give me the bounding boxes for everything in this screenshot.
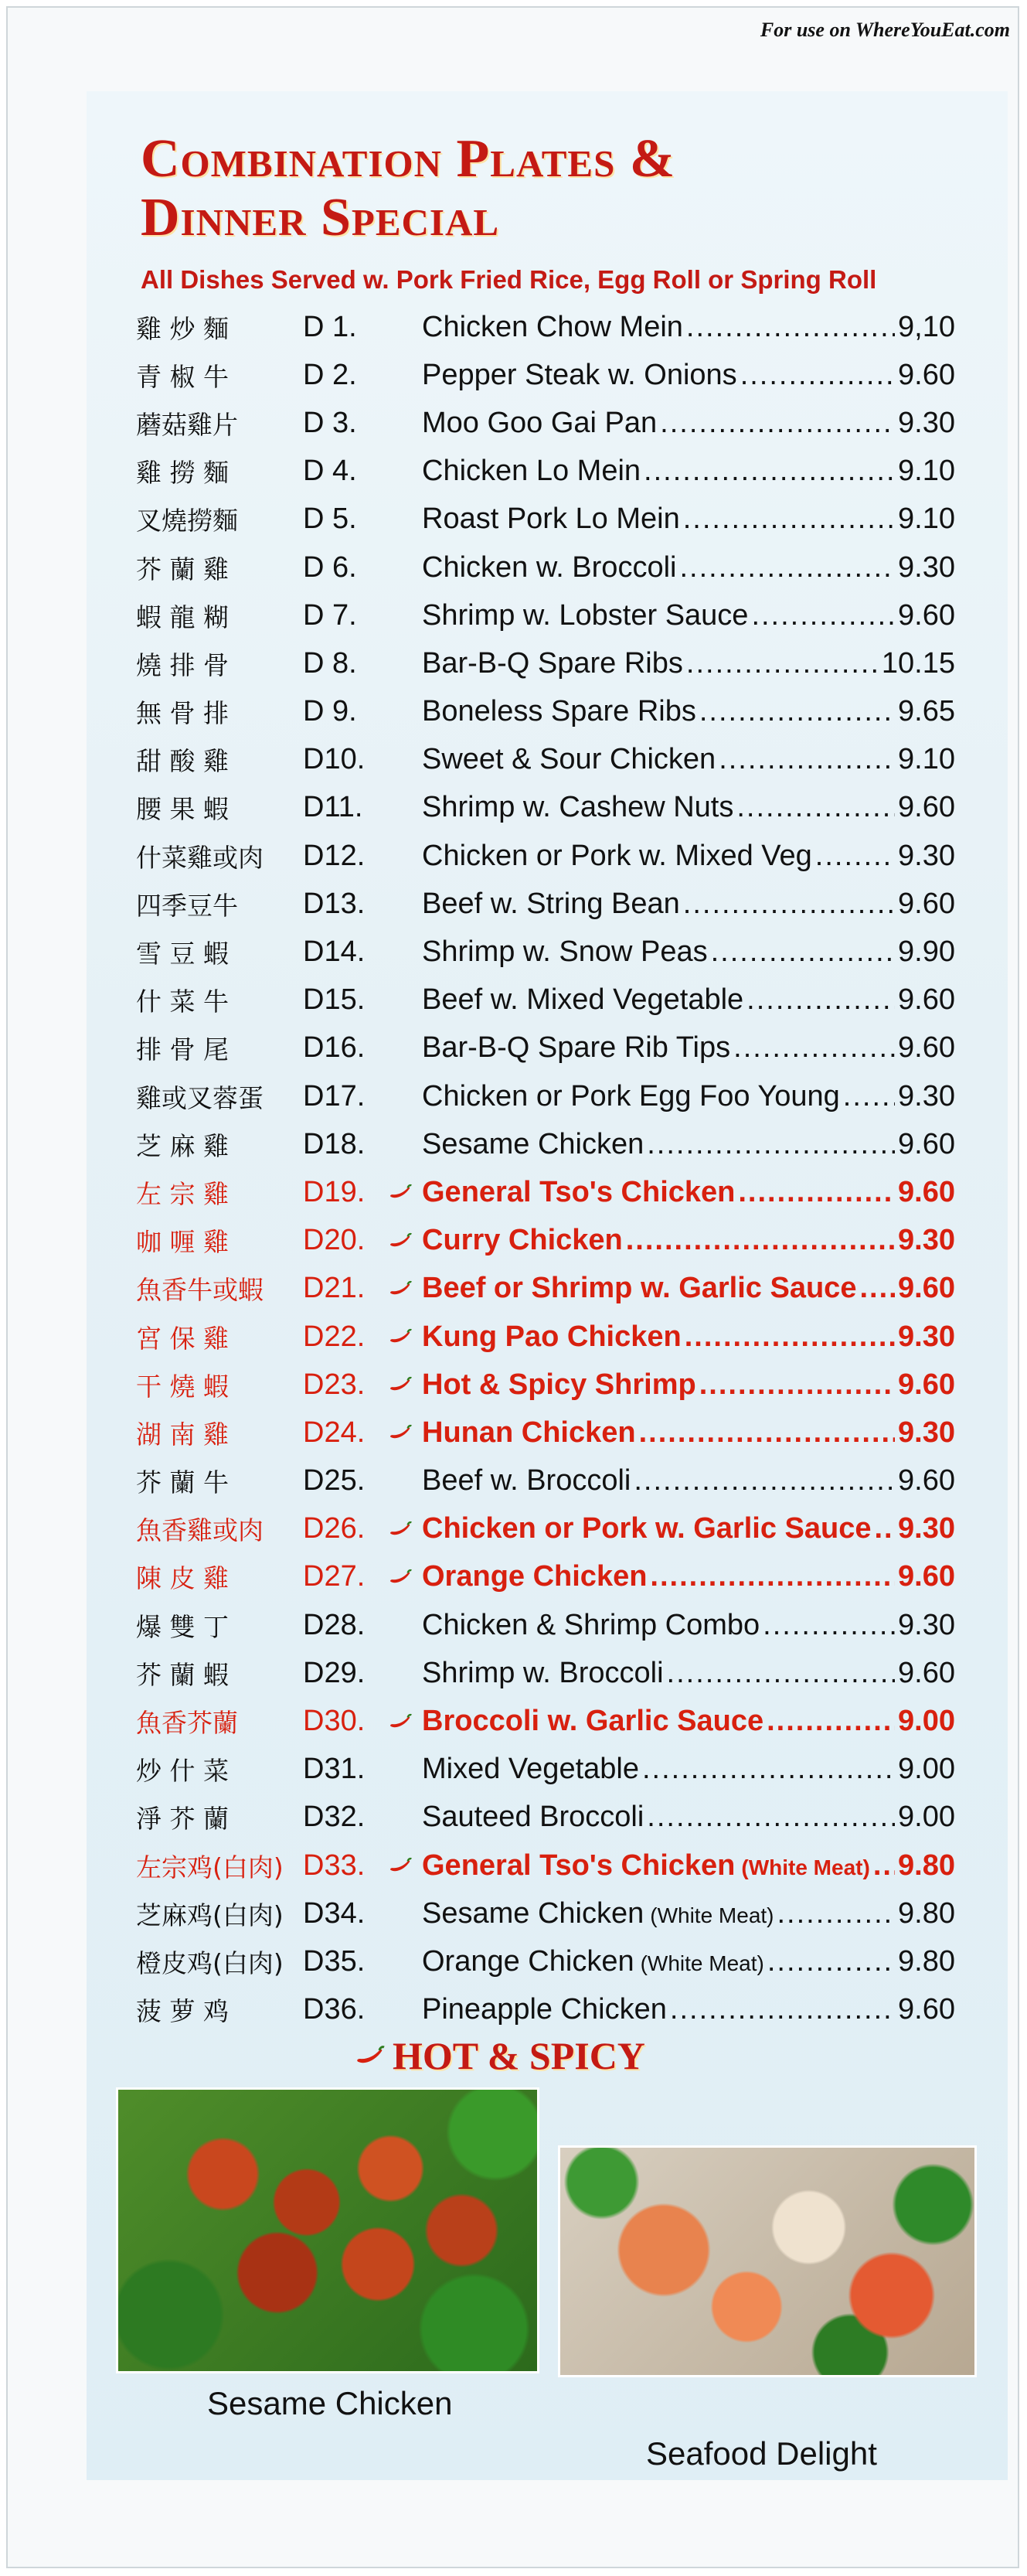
leader-dots	[738, 1176, 895, 1209]
item-name: Beef w. Mixed Vegetable	[422, 983, 744, 1017]
leader-dots	[843, 1080, 895, 1113]
item-price: 9.60	[898, 983, 955, 1017]
item-price: 9.30	[898, 1416, 955, 1449]
item-chinese-name: 咖 喱 雞	[136, 1227, 229, 1258]
item-chinese-name: 排 骨 尾	[136, 1034, 229, 1065]
item-name-line	[422, 1512, 955, 1545]
item-name: Beef w. Broccoli	[422, 1464, 631, 1498]
photo-caption-seafood-delight: Seafood Delight	[646, 2435, 877, 2472]
hot-spicy-label: HOT & SPICY	[393, 2034, 645, 2077]
item-price: 9.60	[898, 358, 955, 391]
leader-dots	[683, 503, 895, 536]
menu-item	[136, 1457, 955, 1505]
item-chinese-name: 蘑菇雞片	[136, 409, 238, 440]
item-chinese-name: 什 菜 牛	[136, 986, 229, 1017]
item-name-line	[422, 1224, 955, 1257]
menu-item	[136, 1505, 955, 1553]
leader-dots	[699, 1368, 895, 1402]
item-chinese-name: 湖 南 雞	[136, 1419, 229, 1450]
menu-item	[136, 639, 955, 687]
leader-dots	[711, 935, 895, 969]
item-code: D 3.	[303, 406, 357, 439]
item-name: Shrimp w. Snow Peas	[422, 935, 708, 969]
leader-dots	[647, 1128, 895, 1161]
menu-item	[136, 1313, 955, 1361]
item-name-line	[422, 1945, 955, 1978]
item-chinese-name: 腰 果 蝦	[136, 794, 229, 825]
spicy-indicator	[388, 1328, 422, 1345]
item-name: Beef or Shrimp w. Garlic Sauce	[422, 1272, 857, 1305]
item-code: D 5.	[303, 503, 357, 536]
item-name: Roast Pork Lo Mein	[422, 503, 680, 536]
menu-item	[136, 1937, 955, 1985]
leader-dots	[679, 551, 895, 584]
item-chinese-name: 燒 排 骨	[136, 649, 229, 680]
item-name-line	[422, 311, 955, 344]
item-code: D 1.	[303, 310, 357, 343]
item-price: 9.80	[898, 1896, 955, 1930]
item-chinese-name: 橙皮鸡(白肉)	[136, 1947, 284, 1978]
item-code: D12.	[303, 839, 366, 872]
chili-pepper-icon	[388, 1569, 414, 1586]
item-name: Shrimp w. Cashew Nuts	[422, 791, 734, 824]
item-price: 9.80	[898, 1944, 955, 1978]
leader-dots	[626, 1224, 895, 1257]
sesame-chicken-photo	[116, 2087, 539, 2373]
menu-item	[136, 928, 955, 976]
item-name: Mixed Vegetable	[422, 1753, 639, 1786]
photo-caption-sesame-chicken: Sesame Chicken	[207, 2385, 453, 2421]
leader-dots	[644, 455, 895, 488]
item-price: 9.10	[898, 743, 955, 776]
item-name: Chicken or Pork w. Garlic Sauce	[422, 1512, 872, 1545]
leader-dots	[686, 311, 895, 344]
menu-item	[136, 1746, 955, 1794]
menu-item	[136, 1120, 955, 1168]
item-code: D 9.	[303, 695, 357, 728]
item-name-line	[422, 1705, 955, 1738]
item-chinese-name: 左 宗 雞	[136, 1178, 229, 1209]
item-name-line	[422, 1272, 955, 1305]
item-code: D13.	[303, 887, 366, 920]
item-code: D15.	[303, 983, 366, 1017]
menu-item	[136, 591, 955, 639]
item-name: Sesame Chicken	[422, 1127, 644, 1160]
item-chinese-name: 陳 皮 雞	[136, 1563, 229, 1594]
item-code: D34.	[303, 1896, 366, 1930]
item-name: Bar-B-Q Spare Ribs	[422, 646, 683, 680]
item-chinese-name: 叉燒撈麵	[136, 506, 238, 537]
item-name: Curry Chicken	[422, 1224, 623, 1257]
item-price: 9.30	[898, 550, 955, 584]
item-price: 9.60	[898, 887, 955, 920]
item-name: Hunan Chicken	[422, 1416, 636, 1449]
item-code: D33.	[303, 1849, 366, 1882]
chili-pepper-icon	[388, 1857, 414, 1874]
item-name: Chicken & Shrimp Combo	[422, 1608, 760, 1641]
item-chinese-name: 芥 蘭 蝦	[136, 1659, 229, 1690]
item-code: D16.	[303, 1031, 366, 1065]
item-code: D 4.	[303, 455, 357, 488]
watermark: For use on WhereYouEat.com	[760, 19, 1010, 41]
item-name: Sesame Chicken	[422, 1896, 644, 1930]
item-code: D20.	[303, 1224, 366, 1257]
item-name-line	[422, 407, 955, 440]
item-name-line	[422, 1897, 955, 1930]
item-chinese-name: 蝦 龍 糊	[136, 601, 229, 632]
item-code: D27.	[303, 1560, 366, 1593]
item-price: 9.65	[898, 695, 955, 728]
leader-dots	[751, 599, 895, 632]
item-name: Hot & Spicy Shrimp	[422, 1368, 696, 1401]
leader-dots	[634, 1464, 895, 1498]
menu-item	[136, 1889, 955, 1937]
item-name: Chicken Chow Mein	[422, 310, 683, 343]
spicy-indicator	[388, 1280, 422, 1297]
item-note: (White Meat)	[640, 1951, 764, 1975]
menu-item	[136, 976, 955, 1024]
item-name-line	[422, 840, 955, 873]
leader-dots	[650, 1560, 895, 1593]
item-name: Orange Chicken	[422, 1944, 634, 1978]
item-code: D35.	[303, 1944, 366, 1978]
leader-dots	[875, 1512, 896, 1545]
item-name-line	[422, 1128, 955, 1161]
item-name-line	[422, 1609, 955, 1642]
leader-dots	[815, 840, 895, 873]
item-price: 9.10	[898, 455, 955, 488]
item-chinese-name: 宮 保 雞	[136, 1323, 229, 1354]
item-name: Chicken or Pork w. Mixed Veg	[422, 839, 812, 872]
item-price: 9,10	[898, 310, 955, 343]
item-name-line	[422, 1368, 955, 1402]
item-name-line	[422, 1560, 955, 1593]
menu-item	[136, 1072, 955, 1120]
item-code: D26.	[303, 1512, 366, 1545]
item-name: General Tso's Chicken	[422, 1175, 736, 1208]
menu-item	[136, 543, 955, 591]
item-name-line	[422, 791, 955, 824]
leader-dots	[685, 1320, 895, 1354]
chili-pepper-icon	[388, 1184, 414, 1201]
item-name: General Tso's Chicken	[422, 1849, 736, 1882]
item-name-line	[422, 888, 955, 921]
item-chinese-name: 爆 雙 丁	[136, 1611, 229, 1642]
item-price: 9.30	[898, 1512, 955, 1545]
item-chinese-name: 魚香雞或肉	[136, 1515, 264, 1546]
leader-dots	[686, 647, 879, 680]
item-chinese-name: 炒 什 菜	[136, 1756, 229, 1787]
menu-item	[136, 736, 955, 784]
item-code: D11.	[303, 791, 363, 824]
menu-item	[136, 1409, 955, 1457]
item-name: Sauteed Broccoli	[422, 1801, 644, 1834]
item-code: D29.	[303, 1656, 366, 1689]
chili-pepper-icon	[388, 1232, 414, 1249]
item-price: 9.30	[898, 1224, 955, 1257]
chili-pepper-icon	[355, 2045, 386, 2067]
leader-dots	[859, 1272, 895, 1305]
item-name-line	[422, 1080, 955, 1113]
item-price: 9.60	[898, 598, 955, 632]
item-name-line	[422, 1031, 955, 1065]
title-line-2: Dinner Special	[141, 188, 500, 247]
item-price: 9.60	[898, 1560, 955, 1593]
item-chinese-name: 淨 芥 蘭	[136, 1804, 229, 1835]
item-name-line	[422, 503, 955, 536]
item-name-line	[422, 1801, 955, 1834]
item-chinese-name: 魚香芥蘭	[136, 1708, 238, 1739]
menu-item	[136, 1697, 955, 1745]
item-chinese-name: 芝 麻 雞	[136, 1130, 229, 1161]
item-code: D30.	[303, 1705, 366, 1738]
spicy-indicator	[388, 1424, 422, 1441]
item-chinese-name: 干 燒 蝦	[136, 1371, 229, 1402]
item-chinese-name: 魚香牛或蝦	[136, 1275, 264, 1306]
leader-dots	[736, 791, 895, 824]
leader-dots	[873, 1849, 895, 1883]
menu-item	[136, 1361, 955, 1409]
item-chinese-name: 芥 蘭 牛	[136, 1467, 229, 1498]
item-price: 9.90	[898, 935, 955, 969]
chili-pepper-icon	[388, 1424, 414, 1441]
item-chinese-name: 甜 酸 雞	[136, 746, 229, 777]
spicy-indicator	[388, 1713, 422, 1730]
item-name-line	[422, 599, 955, 632]
menu-item	[136, 1842, 955, 1889]
item-price: 9.60	[898, 1993, 955, 2026]
item-code: D23.	[303, 1368, 366, 1401]
item-code: D 7.	[303, 598, 357, 632]
item-chinese-name: 青 椒 牛	[136, 361, 229, 392]
item-chinese-name: 芝麻鸡(白肉)	[136, 1900, 284, 1930]
menu-item	[136, 832, 955, 880]
item-chinese-name: 四季豆牛	[136, 890, 238, 921]
item-code: D21.	[303, 1272, 366, 1305]
leader-dots	[746, 983, 895, 1017]
item-price: 9.00	[898, 1705, 955, 1738]
item-name-line	[422, 1464, 955, 1498]
menu-item	[136, 448, 955, 496]
item-chinese-name: 雞 撈 麵	[136, 458, 229, 489]
item-code: D36.	[303, 1993, 366, 2026]
item-price: 9.30	[898, 1079, 955, 1113]
item-price: 9.60	[898, 1656, 955, 1689]
item-name-line	[422, 359, 955, 392]
item-price: 9.30	[898, 839, 955, 872]
chili-pepper-icon	[388, 1713, 414, 1730]
item-price: 9.60	[898, 791, 955, 824]
item-chinese-name: 雪 豆 蝦	[136, 939, 229, 969]
leader-dots	[777, 1897, 896, 1930]
item-code: D 8.	[303, 646, 357, 680]
chili-pepper-icon	[388, 1521, 414, 1538]
item-price: 9.60	[898, 1368, 955, 1401]
item-code: D25.	[303, 1464, 366, 1498]
item-code: D 6.	[303, 550, 357, 584]
item-name: Boneless Spare Ribs	[422, 695, 696, 728]
item-name: Kung Pao Chicken	[422, 1320, 682, 1353]
item-price: 9.30	[898, 1320, 955, 1353]
item-price: 9.80	[898, 1849, 955, 1882]
item-name: Broccoli w. Garlic Sauce	[422, 1705, 764, 1738]
item-name-line	[422, 551, 955, 584]
item-code: D17.	[303, 1079, 366, 1113]
menu-item	[136, 1601, 955, 1649]
spicy-indicator	[388, 1521, 422, 1538]
spicy-indicator	[388, 1376, 422, 1393]
item-name: Chicken Lo Mein	[422, 455, 641, 488]
menu-item	[136, 784, 955, 832]
leader-dots	[667, 1657, 895, 1690]
menu-item	[136, 1986, 955, 2034]
menu-item	[136, 1794, 955, 1842]
item-name: Moo Goo Gai Pan	[422, 406, 658, 439]
chili-pepper-icon	[388, 1280, 414, 1297]
item-price: 10.15	[881, 646, 955, 680]
item-name-line	[422, 1320, 955, 1354]
spicy-indicator	[388, 1232, 422, 1249]
menu-item	[136, 688, 955, 736]
menu-subtitle: All Dishes Served w. Pork Fried Rice, Egg Roll or Spring Roll	[141, 265, 877, 294]
leader-dots	[719, 743, 895, 776]
leader-dots	[670, 1993, 895, 2026]
menu-item	[136, 1168, 955, 1216]
item-name-line	[422, 743, 955, 776]
menu-item	[136, 1649, 955, 1697]
item-price: 9.60	[898, 1272, 955, 1305]
item-name-line	[422, 983, 955, 1017]
menu-item	[136, 1217, 955, 1265]
item-price: 9.30	[898, 1608, 955, 1641]
chili-pepper-icon	[388, 1376, 414, 1393]
item-name-line	[422, 1657, 955, 1690]
item-name-line	[422, 1416, 955, 1450]
leader-dots	[763, 1609, 895, 1642]
item-code: D28.	[303, 1608, 366, 1641]
item-price: 9.00	[898, 1753, 955, 1786]
item-name: Shrimp w. Broccoli	[422, 1656, 664, 1689]
item-chinese-name: 雞 炒 麵	[136, 313, 229, 344]
item-name-line	[422, 455, 955, 488]
item-chinese-name: 什菜雞或肉	[136, 842, 264, 873]
item-price: 9.60	[898, 1175, 955, 1208]
item-chinese-name: 左宗鸡(白肉)	[136, 1852, 284, 1883]
item-name: Pepper Steak w. Onions	[422, 358, 737, 391]
item-chinese-name: 芥 蘭 雞	[136, 554, 229, 584]
item-code: D32.	[303, 1801, 366, 1834]
hot-spicy-legend	[355, 2033, 645, 2078]
spicy-indicator	[388, 1569, 422, 1586]
menu-item	[136, 1265, 955, 1313]
leader-dots	[699, 695, 895, 728]
chili-pepper-icon	[388, 1328, 414, 1345]
item-code: D10.	[303, 743, 366, 776]
item-price: 9.30	[898, 406, 955, 439]
leader-dots	[767, 1945, 895, 1978]
item-name: Chicken or Pork Egg Foo Young	[422, 1079, 840, 1113]
item-name: Bar-B-Q Spare Rib Tips	[422, 1031, 731, 1065]
menu-title	[141, 130, 675, 247]
item-chinese-name: 雞或叉蓉蛋	[136, 1082, 264, 1113]
leader-dots	[639, 1416, 895, 1450]
item-code: D19.	[303, 1175, 366, 1208]
leader-dots	[647, 1801, 895, 1834]
menu-item	[136, 303, 955, 351]
item-name: Orange Chicken	[422, 1560, 648, 1593]
menu-item	[136, 399, 955, 447]
menu-item	[136, 880, 955, 928]
menu-item	[136, 496, 955, 543]
item-code: D22.	[303, 1320, 366, 1353]
leader-dots	[642, 1753, 895, 1786]
item-chinese-name: 無 骨 排	[136, 698, 229, 729]
item-price: 9.60	[898, 1127, 955, 1160]
item-name: Sweet & Sour Chicken	[422, 743, 716, 776]
item-name-line	[422, 1176, 955, 1209]
seafood-delight-photo	[558, 2145, 977, 2377]
item-code: D31.	[303, 1753, 366, 1786]
menu-item	[136, 1024, 955, 1072]
item-name-line	[422, 1849, 955, 1883]
item-name-line	[422, 935, 955, 969]
item-price: 9.60	[898, 1464, 955, 1498]
item-name: Shrimp w. Lobster Sauce	[422, 598, 749, 632]
item-price: 9.00	[898, 1801, 955, 1834]
item-code: D18.	[303, 1127, 366, 1160]
item-name-line	[422, 695, 955, 728]
spicy-indicator	[388, 1184, 422, 1201]
leader-dots	[660, 407, 895, 440]
leader-dots	[740, 359, 895, 392]
item-name-line	[422, 1993, 955, 2026]
item-name: Chicken w. Broccoli	[422, 550, 677, 584]
leader-dots	[767, 1705, 895, 1738]
item-price: 9.10	[898, 503, 955, 536]
spicy-indicator	[388, 1857, 422, 1874]
item-code: D14.	[303, 935, 366, 969]
item-chinese-name: 菠 萝 鸡	[136, 1996, 229, 2027]
item-name-line	[422, 1753, 955, 1786]
leader-dots	[683, 888, 895, 921]
menu-list	[136, 303, 955, 2034]
leader-dots	[733, 1031, 895, 1065]
title-line-1: Combination Plates &	[141, 129, 676, 189]
item-code: D 2.	[303, 358, 357, 391]
item-code: D24.	[303, 1416, 366, 1449]
item-note: (White Meat)	[650, 1903, 774, 1927]
menu-item	[136, 1553, 955, 1601]
item-name: Beef w. String Bean	[422, 887, 680, 920]
item-name: Pineapple Chicken	[422, 1993, 667, 2026]
item-name-line	[422, 647, 955, 680]
item-note: (White Meat)	[741, 1855, 870, 1879]
menu-item	[136, 351, 955, 399]
item-price: 9.60	[898, 1031, 955, 1065]
